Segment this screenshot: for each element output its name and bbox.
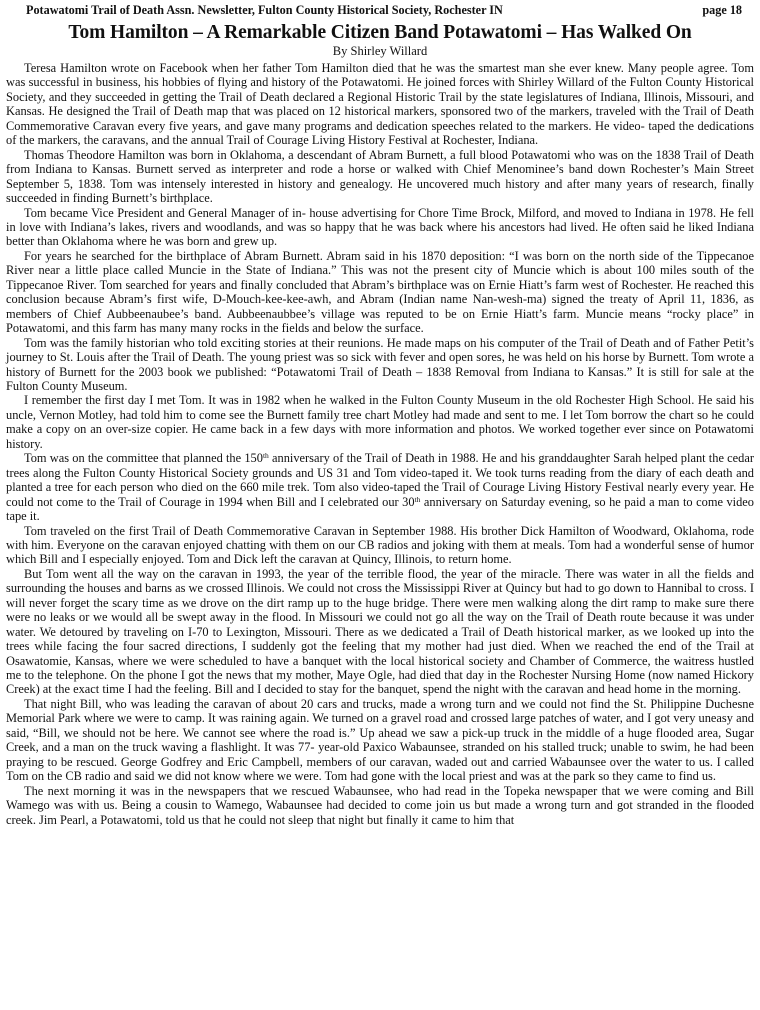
text-run: Tom was on the committee that planned the 150 xyxy=(24,451,263,466)
paragraph: For years he searched for the birthplace of Abram Burnett. Abram said in his 1870 deposition: “I was born on the north side of the Tippecanoe River near a little place called Muncie in the State of Indiana.” This was not the present city of Muncie which is about 100 miles south of the Tippecanoe River. Tom searched for years and finally concluded that Abram’s birthplace was on Ernie Hiatt’s farm west of Rochester. He reached this conclusion because Abram’s first wife, D-Mouch-kee-kee-awh, and Abram (Indian name Nan-wesh-ma) signed the treaty of April 11, 1836, as members of Chief Aubbeenaubee’s band. Aubbeenaubbee’s village was reputed to be on Ernie Hiatt’s farm. Muncie means “rocky place” in Potawatomi, and this farm has many many rocks in the fields and below the surface. xyxy=(6,248,754,336)
paragraph: But Tom went all the way on the caravan in 1993, the year of the terrible flood, the year of the miracle. There was water in all the fields and surrounding the houses and barns as we crossed Illinois. We could not cross the Mississippi River at Quincy but had to go down to Hannibal to cross. I will never forget the scary time as we drove on the dirt ramp up to the huge bridge. There were men walking along the dirt ramp to make sure there were no leaks or we would all be swept away in the flood. In Missouri we could not go all the way on the Trail of Death route because it was under water. We detoured by traveling on I-70 to Lexington, Missouri. There as we dedicated a Trail of Death historical marker, as we looked up into the trees while facing the four sacred directions, I suddenly got the feeling that my mother had just died. When we reached the end of the Trail at Osawatomie, Kansas, where we were scheduled to have a banquet with the local historical society and Chamber of Commerce, the waitress hustled me to the telephone. On the phone I got the news that my mother, Maye Ogle, had died that day in the Rochester Nursing Home (now named Hickory Creek) at the exact time I had the feeling. Bill and I decided to stay for the banquet, spend the night with the caravan and head home in the morning. xyxy=(6,566,754,697)
paragraph: Tom traveled on the first Trail of Death Commemorative Caravan in September 1988. His brother Dick Hamilton of Woodward, Oklahoma, rode with him. Everyone on the caravan enjoyed chatting with them on our CB radios and joking with them at meals. Tom had a wonderful sense of humor which Bill and I especially enjoyed. Tom and Dick left the caravan at Quincy, Illinois, to return home. xyxy=(6,523,754,567)
article-byline: By Shirley Willard xyxy=(332,44,428,58)
ordinal-suffix: th xyxy=(262,451,269,461)
paragraph: That night Bill, who was leading the caravan of about 20 cars and trucks, made a wrong turn and we could not find the St. Philippine Duchesne Memorial Park where we were to camp. It was raining again. We turned on a gravel road and crossed large patches of water, and I got very uneasy and said, “Bill, we should not be here. We cannot see where the road is.” Up ahead we saw a pick-up truck in the middle of a huge flooded area, Sugar Creek, and a man on the truck waving a flashlight. It was 77- year-old Paxico Wabaunsee, stranded on his stalled truck; unable to swim, he had been praying to be rescued. George Godfrey and Eric Campbell, members of our caravan, waded out and carried Wabaunsee over the water to us. I called Tom on the CB radio and said we did not know where we were. Tom had gone with the local priest and was at the park so they came to find us. xyxy=(6,696,754,784)
article-body xyxy=(6,61,754,827)
text-run: anniversary of the Trail of Death in 1988. He and his granddaughter Sarah helped plant the cedar trees along the Fulton County Historical Society grounds and US 31 and Tom video-taped it. We took turns reading from the diary of each death and planted a tree for each person who died on the 660 mile trek. Tom also video-taped the Trail of Courage Living History Festival nearly every year. He could not come to the Trail of Courage in 1994 when Bill and I celebrated our 30 xyxy=(6,451,754,509)
newsletter-masthead: Potawatomi Trail of Death Assn. Newsletter, Fulton County Historical Society, Rochester IN xyxy=(26,3,503,17)
paragraph-anniversary xyxy=(6,451,754,523)
page-number: page 18 xyxy=(702,3,742,17)
paragraph: Tom became Vice President and General Manager of in- house advertising for Chore Time Brock, Milford, and moved to Indiana in 1978. He fell in love with Indiana’s lakes, rivers and woodlands, and was so happy that he was back where his ancestors had lived. He often said he liked Indiana better than Oklahoma where he was born and grew up. xyxy=(6,205,754,249)
page-header xyxy=(6,2,754,19)
text-run: anniversary on Saturday evening, so he paid a man to come video tape it. xyxy=(6,494,755,524)
paragraph: The next morning it was in the newspapers that we rescued Wabaunsee, who had read in the Topeka newspaper that we were coming and Bill Wamego was with us. Being a cousin to Wamego, Wabaunsee had decided to come join us but made a wrong turn and got stranded in the flooded creek. Jim Pearl, a Potawatomi, told us that he could not sleep that night but finally it came to him that xyxy=(6,783,754,827)
paragraph: Teresa Hamilton wrote on Facebook when her father Tom Hamilton died that he was the smartest man she ever knew. Many people agree. Tom was successful in business, his hobbies of flying and history of the Potawatomi. He joined forces with Shirley Willard of the Fulton County Historical Society, and they succeeded in getting the Trail of Death declared a Regional Historic Trail by the state legislatures of Indiana, Illinois, Missouri, and Kansas. He designed the Trail of Death map that was placed on 12 historical markers, sponsored two of the markers, traveled with the Trail of Death Commemorative Caravan every five years, and gave many programs and dedication speeches related to the markers. He video- taped the dedications of the markers, the caravans, and the annual Trail of Courage Living History Festival at Rochester, Indiana. xyxy=(6,61,754,148)
ordinal-suffix: th xyxy=(414,494,421,504)
article-title: Tom Hamilton – A Remarkable Citizen Band Potawatomi – Has Walked On xyxy=(68,22,692,43)
paragraph: Tom was the family historian who told exciting stories at their reunions. He made maps on his computer of the Trail of Death and of Father Petit’s journey to St. Louis after the Trail of Death. The young priest was so sick with fever and open sores, he was held on his horse by Burnett. Tom wrote a history of Burnett for the 2003 book we published: “Potawatomi Trail of Death – 1838 Removal from Indiana to Kansas.” It is still for sale at the Fulton County Museum. xyxy=(6,335,754,393)
paragraph: Thomas Theodore Hamilton was born in Oklahoma, a descendant of Abram Burnett, a full blood Potawatomi who was on the 1838 Trail of Death from Indiana to Kansas. Burnett served as interpreter and rode a horse or walked with Chief Menominee’s band down Rochester’s Main Street September 5, 1838. Tom was intensely interested in history and genealogy. He uncovered much history and after many years of research, finally succeeded in finding Burnett’s birthplace. xyxy=(6,147,754,206)
paragraph: I remember the first day I met Tom. It was in 1982 when he walked in the Fulton County Museum in the old Rochester High School. He said his uncle, Vernon Motley, had told him to come see the Burnett family tree chart Motley had made and sent to me. I let Tom borrow the chart so he could make a copy on an over-size copier. He came back in a few days with more information and photos. We worked together ever since on Potawatomi history. xyxy=(6,393,754,451)
